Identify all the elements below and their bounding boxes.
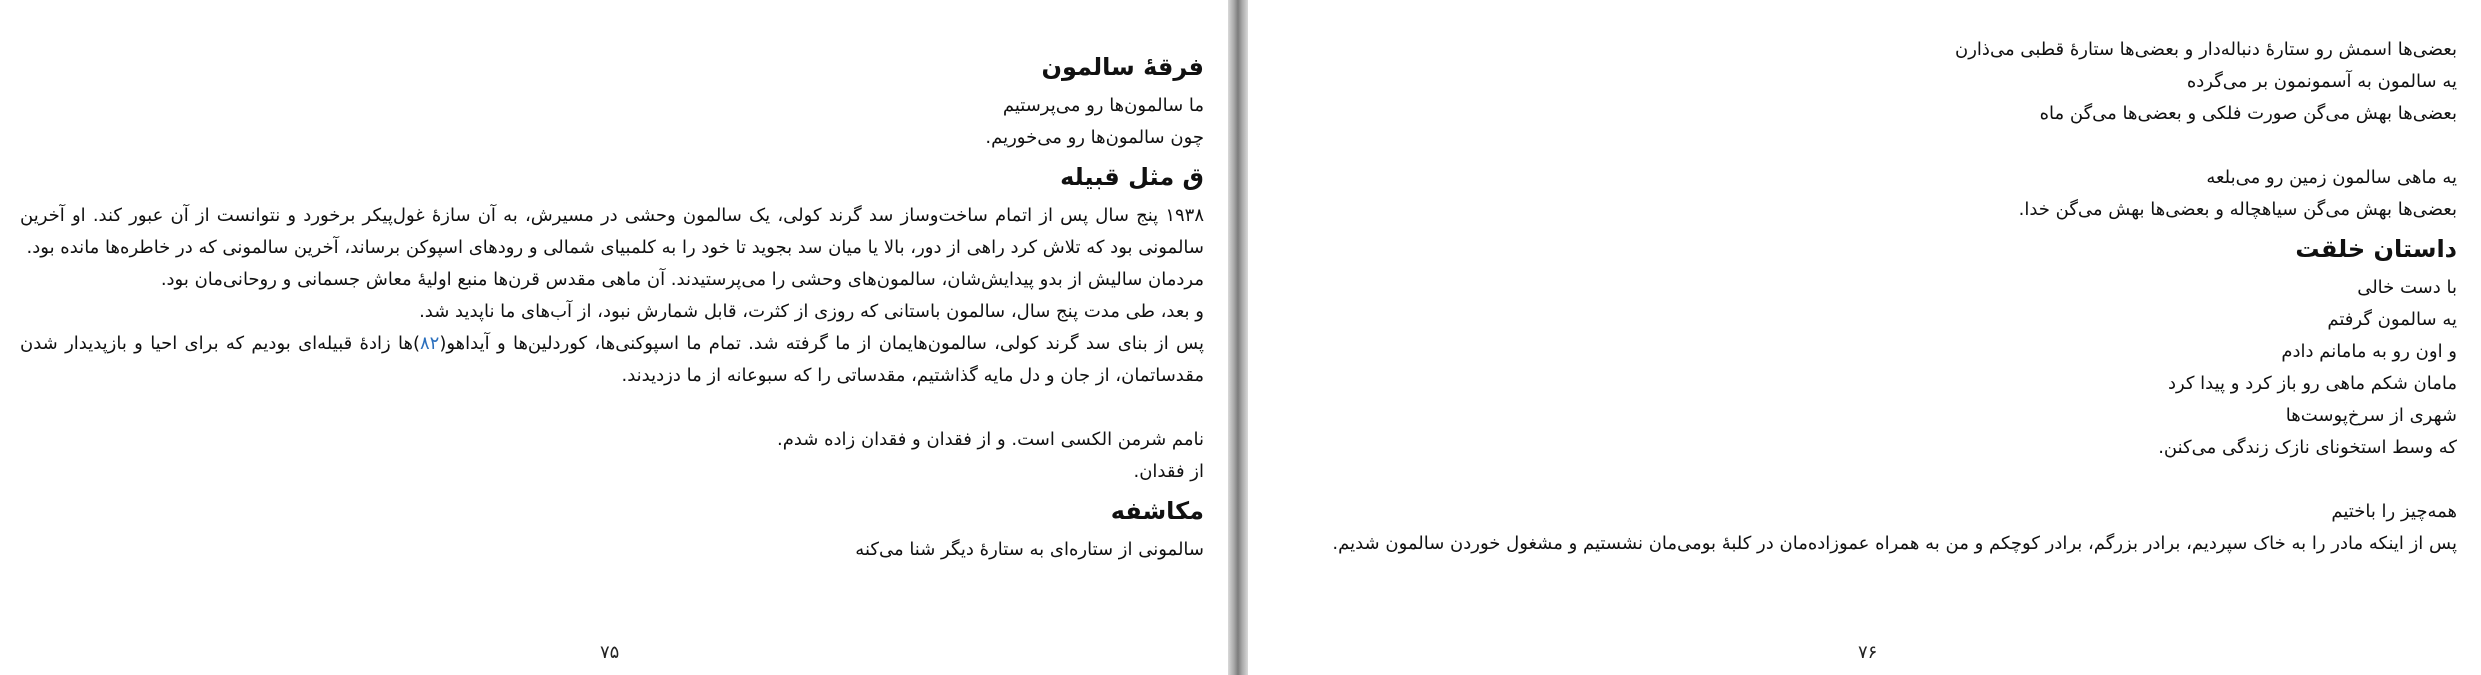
- heading-creation-story: داستان خلقت: [2295, 235, 2457, 263]
- text-line: بعضی‌ها بهش می‌گن سیاهچاله و بعضی‌ها بهش می‌گن خدا.: [2018, 199, 2457, 220]
- right-page-content: [1268, 34, 2457, 560]
- paragraph: مردمان سالیش از بدو پیدایش‌شان، سالمون‌های وحشی را می‌پرستیدند. آن ماهی مقدس قرن‌ها منبع اولیهٔ معاش جسمانی و روحانی‌مان بود.: [160, 269, 1204, 290]
- paragraph-with-footnote: [20, 328, 1204, 392]
- spacer: [1268, 130, 2457, 162]
- heading-revelation: مکاشفه: [1110, 497, 1204, 525]
- page-divider: [1228, 0, 1248, 675]
- page-number: ۷۶: [1858, 642, 1878, 663]
- text-line: شهری از سرخ‌پوست‌ها: [2285, 405, 2457, 426]
- footnote-link[interactable]: ۸۲: [420, 333, 440, 354]
- text-line: مامان شکم ماهی رو باز کرد و پیدا کرد: [2167, 373, 2457, 394]
- spacer: [1268, 464, 2457, 496]
- text-line: سالمونی از ستاره‌ای به ستارهٔ دیگر شنا می‌کنه: [855, 539, 1204, 560]
- text-line: یه سالمون گرفتم: [2327, 309, 2457, 330]
- paragraph: و بعد، طی مدت پنج سال، سالمون باستانی که روزی از کثرت، قابل شمارش نبود، از آب‌های ما ناپدید شد.: [419, 301, 1204, 322]
- text-line: یه ماهی سالمون زمین رو می‌بلعه: [2206, 167, 2457, 188]
- paragraph-part: پس از بنای سد گرند کولی، سالمون‌هایمان از ما گرفته شد. تمام ما اسپوکنی‌ها، کوردلین‌ها و آیداهو(: [439, 333, 1204, 354]
- text-line: پس از اینکه مادر را به خاک سپردیم، برادر بزرگم، برادر کوچکم و من به همراه عموزاده‌مان در کلبهٔ بومی‌مان نشستیم و مشغول خوردن سالمون شدیم.: [1332, 533, 2457, 554]
- text-line: ما سالمون‌ها رو می‌پرستیم: [1002, 95, 1204, 116]
- page-number: ۷۵: [600, 642, 620, 663]
- text-line: با دست خالی: [2357, 277, 2457, 298]
- text-line: بعضی‌ها اسمش رو ستارهٔ دنباله‌دار و بعضی‌ها ستارهٔ قطبی می‌ذارن: [1955, 39, 2457, 60]
- text-line: همه‌چیز را باختیم: [2331, 501, 2457, 522]
- paragraph-part: )ها زادهٔ قبیله‌ای بودیم که برای احیا و بازپدیدار شدن مقدساتمان، از جان و دل مایه گذاشتیم، مقدساتی را که سبوعانه از ما دزدیدند.: [20, 333, 1204, 386]
- text-line: بعضی‌ها بهش می‌گن صورت فلکی و بعضی‌ها می‌گن ماه: [2039, 103, 2457, 124]
- right-page: [1248, 0, 2481, 675]
- text-line: از فقدان.: [1133, 461, 1204, 482]
- left-page-content: [20, 44, 1204, 566]
- text-line: یه سالمون به آسمونمون بر می‌گرده: [2186, 71, 2457, 92]
- text-line: نامم شرمن الکسی است. و از فقدان و فقدان زاده شدم.: [776, 429, 1204, 450]
- text-line: و اون رو به مامانم دادم: [2281, 341, 2457, 362]
- heading-tribe: ق مثل قبیله: [1060, 163, 1204, 191]
- heading-salmon-cult: فرقهٔ سالمون: [1041, 53, 1204, 81]
- spacer: [20, 392, 1204, 424]
- text-line: که وسط استخونای نازک زندگی می‌کنن.: [2158, 437, 2457, 458]
- text-line: چون سالمون‌ها رو می‌خوریم.: [985, 127, 1204, 148]
- left-page: [0, 0, 1228, 675]
- paragraph: ۱۹۳۸ پنج سال پس از اتمام ساخت‌وساز سد گرند کولی، یک سالمون وحشی در مسیرش، به آن سازهٔ غول‌پیکر برخورد و نتوانست از آن عبور کند. او آخرین سالمونی بود که تلاش کرد راهی از دور، بالا یا میان سد بجوید تا خود را به کلمبیای شمالی و رودهای اسپوکن برساند، آخرین سالمونی که در خاطره‌ها مانده بود.: [20, 205, 1204, 258]
